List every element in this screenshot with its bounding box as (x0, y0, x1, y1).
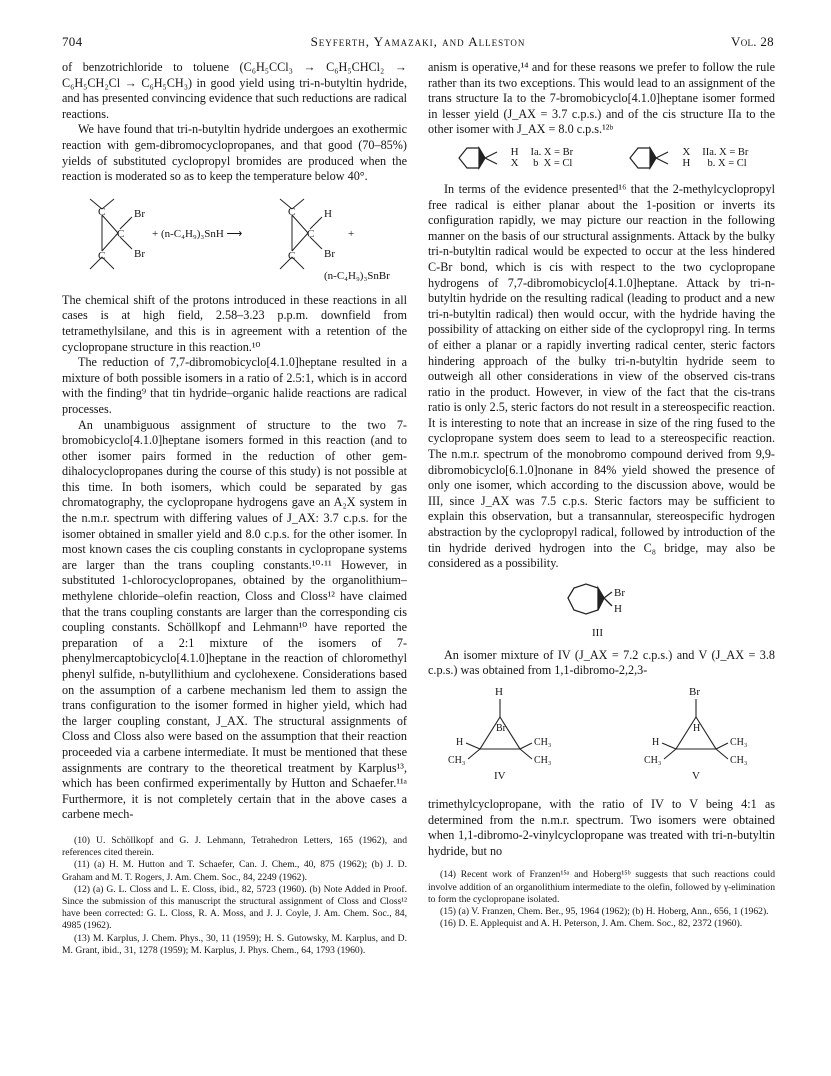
atom-label: CH₃ (448, 755, 466, 766)
footnote: (11) (a) H. M. Hutton and T. Schaefer, Can. J. Chem., 40, 875 (1962); (b) J. D. Graham and M. T. Rogers, J. Am. Chem. Soc., 84, 2249 (1962). (62, 859, 407, 883)
atom-label: H (456, 737, 464, 748)
bicyclo-ring-drawing (626, 144, 678, 172)
reaction-scheme (62, 193, 407, 285)
atom-label: C (307, 227, 315, 240)
structure-I (455, 144, 574, 172)
atom-label: H (652, 737, 660, 748)
structure-II (626, 144, 748, 172)
atom-label: Br (134, 207, 145, 220)
atom-label: C (117, 227, 125, 240)
cyclopropane-drawings (428, 683, 775, 793)
running-header (62, 34, 774, 50)
atom-label: H (495, 686, 503, 698)
atom-label: Br (614, 586, 625, 599)
atom-label: H (324, 207, 332, 220)
paragraph: of benzotrichloride to toluene (C₆H₅CCl₃ → C₆H₅CHCl₂ → C₆H₅CH₂Cl → C₆H₅CH₃) in good yield using tri-n-butyltin hydride, and has presented convincing evidence that such reductions are radical reactions. (62, 60, 407, 121)
paragraph: An unambiguous assignment of structure to the two 7-bromobicyclo[4.1.0]heptane isomers formed in this reaction (and to other isomer pairs formed in the reduction of other gem-dihalocyclopropanes during the course of this study) is not possible at this time. In both isomers, which could be separated by gas chromatography, the cyclopropane hydrogens gave an A₂X system in the n.m.r. spectrum with differing values of J_AX: 3.7 c.p.s. for the isomer obtained in smaller yield and 8.0 c.p.s. for the other isomer. In most known cases the cis coupling constants in cyclopropane systems are larger than the trans coupling constants.¹⁰·¹¹ However, in substituted 1-chlorocyclopropanes, obtained by the organolithium–methylene chloride–olefin reaction, Closs and Closs¹² have claimed that the trans coupling constants are larger than the corresponding cis coupling constants. Schöllkopf and Lehmann¹⁰ have reported the preparation of a 2:1 mixture of the isomers of 7-phenylmercaptobicyclo[4.1.0]heptane in the reaction of chloromethyl phenyl sulfide, n-butyllithium and cyclohexene. Considerations based on the assumption of a carbene mechanism led them to assign the trans configuration to the isomer formed in higher yield, which had the larger coupling constant, J_AX. The structural assignments of Closs and Closs also were based on the assumption that their reaction proceeded via a carbene intermediate. It must be mentioned that these assignments are contrary to the theoretical treatment by Karplus¹³, which has been confirmed experimentally by Hutton and Schaefer.¹¹ᵃ Furthermore, it is not completely certain that in the above cases a carbene mech- (62, 417, 407, 822)
substituent: X (682, 145, 691, 158)
atom-label: H (614, 602, 622, 615)
left-column (62, 60, 407, 957)
structure-label: V (692, 770, 700, 782)
structure-label: IV (494, 770, 506, 782)
paragraph: The reduction of 7,7-dibromobicyclo[4.1.0]heptane resulted in a mixture of both possible isomers in a ratio of 2.5:1, which is in accord with the finding⁹ that tin hydride–organic halide reactions are radical processes. (62, 355, 407, 416)
structure-III (428, 580, 775, 642)
atom-label: CH₃ (730, 737, 748, 748)
atom-label: H (693, 723, 701, 734)
footnotes (62, 835, 407, 957)
atom-label: C (288, 249, 296, 262)
atom-label: Br (689, 686, 700, 698)
atom-label: C (288, 205, 296, 218)
paragraph: In terms of the evidence presented¹⁶ that the 2-methylcyclopropyl free radical is either planar about the 1-position or inverts its configuration rapidly, we may picture our reaction in the following manner on the basis of our structural assignments. Attack by the bulky tri-n-butyltin radical would be expected to occur at the less hindered C-Br bond, which is cis with respect to the two cyclopropane hydrogens of 7,7-dibromobicyclo[4.1.0]heptane. Attack by tri-n-butyltin hydride on the resulting radical (leading to product and a new tri-n-butyltin radical) then would occur, with the hydride having the possibility of attacking on either side of the cyclopropyl ring. In terms of either a planar or a rapidly inverting radical center, steric factors hindering approach of the bulky tri-n-butyltin hydride seem to outweigh all other considerations in view of the observed cis-trans ratio in the product. However, in view of the fact that the cis-trans ratio is only 2.5, steric factors do not result in a stereospecific reaction. It is interesting to note that an increase in size of the ring fused to the cyclopropane system does seem to lead to a stereospecific reaction. The n.m.r. spectrum of the monobromo compound derived from 9,9-dibromobicyclo[6.1.0]nonane in 84% yield showed the presence of only one isomer, which according to the discussion above, would be III, since J_AX was 7.5 c.p.s. Steric factors may be sufficient to explain this observation, but a transannular, stereospecific hydrogen abstraction by the cyclopropyl radical, followed by introduction of the tin hydride derived hydrogen into the C₈ bridge, may also be considered as a possibility. (428, 181, 775, 571)
paragraph: We have found that tri-n-butyltin hydride undergoes an exothermic reaction with gem-dibromocyclopropanes, and that good (70–85%) yields of substituted cyclopropyl bromides are produced when the reaction is moderated so as to keep the temperature below 40°. (62, 122, 407, 184)
footnote: (10) U. Schöllkopf and G. J. Lehmann, Tetrahedron Letters, 165 (1962), and references cited therein. (62, 834, 407, 859)
footnote: (15) (a) V. Franzen, Chem. Ber., 95, 1964 (1962); (b) H. Hoberg, Ann., 656, 1 (1962). (440, 905, 769, 917)
running-title: Seyferth, Yamazaki, and Alleston (310, 34, 526, 49)
structures-IV-V (428, 683, 775, 793)
cyclooctane-ring-drawing (560, 580, 640, 630)
footnote: (14) Recent work of Franzen¹⁵ᵃ and Hoberg¹⁵ᵇ suggests that such reactions could involve addition of an organolithium intermediate to the olefin, followed by γ-elimination to form the cyclopropane isolated. (428, 869, 775, 905)
atom-label: C (98, 249, 106, 262)
byproduct-label: (n-C₄H₉)₃SnBr (324, 269, 390, 282)
footnote: (12) (a) G. L. Closs and L. E. Closs, ibid., 82, 5723 (1960). (b) Note Added in Proof. Since the submission of this manuscript the structural assignment of Closs and Closs¹² have been corrected: G. L. Closs, R. A. Moss, and J. J. Coyle, J. Am. Chem. Soc., 84, 4985 (1962). (62, 883, 407, 932)
substituent: H (510, 145, 519, 158)
atom-label: CH₃ (534, 737, 552, 748)
substituent: X (510, 156, 519, 169)
footnote: (13) M. Karplus, J. Chem. Phys., 30, 11 (1959); H. S. Gutowsky, M. Karplus, and D. M. Grant, ibid., 31, 1278 (1959); M. Karplus, J. Phys. Chem., 64, 1793 (1960). (62, 932, 407, 956)
page-number: 704 (62, 34, 83, 49)
volume-label: Vol. 28 (731, 34, 774, 49)
structure-label: IIa. X = Br b. X = Cl (702, 146, 749, 169)
atom-label: CH₃ (644, 755, 662, 766)
atom-label: CH₃ (730, 755, 748, 766)
plus-sign: + (348, 227, 355, 240)
paragraph: The chemical shift of the protons introduced in these reactions in all cases is at high field, 2.58–3.23 p.p.m. downfield from tetramethylsilane, and this is in agreement with a retention of the cyclopropane structure in this reaction.¹⁰ (62, 292, 407, 354)
bicyclo-ring-drawing (455, 144, 507, 172)
atom-label: Br (324, 247, 335, 260)
structure-label: Ia. X = Br b X = Cl (530, 146, 574, 169)
reagent-label: + (n-C₄H₉)₃SnH ⟶ (152, 227, 243, 240)
structure-label: III (592, 626, 603, 639)
atom-label: Br (134, 247, 145, 260)
atom-label: Br (496, 723, 506, 734)
atom-label: CH₃ (534, 755, 552, 766)
paragraph: An isomer mixture of IV (J_AX = 7.2 c.p.s.) and V (J_AX = 3.8 c.p.s.) was obtained from 1,1-dibromo-2,2,3- (428, 647, 775, 678)
paragraph: trimethylcyclopropane, with the ratio of IV to V being 4:1 as determined from the n.m.r. spectrum. Two isomers were obtained when 1,1-dibromo-2-vinylcyclopropane was treated with tri-n-butyltin hydride, but no (428, 797, 775, 858)
substituent: H (682, 156, 691, 169)
structure-row-I-II (428, 144, 775, 172)
paragraph: anism is operative,¹⁴ and for these reasons we prefer to follow the rule rather than its two exceptions. This would lead to an assignment of the trans structure Ia to the 7-bromobicyclo[4.1.0]heptane isomer formed in lesser yield (J_AX = 3.7 c.p.s.) and of the cis structure IIa to the other isomer with J_AX = 8.0 c.p.s.¹²ᵇ (428, 60, 775, 137)
right-column (428, 60, 775, 930)
footnote: (16) D. E. Applequist and A. H. Peterson, J. Am. Chem. Soc., 82, 2372 (1960). (440, 918, 743, 930)
footnotes (428, 869, 775, 930)
atom-label: C (98, 205, 106, 218)
